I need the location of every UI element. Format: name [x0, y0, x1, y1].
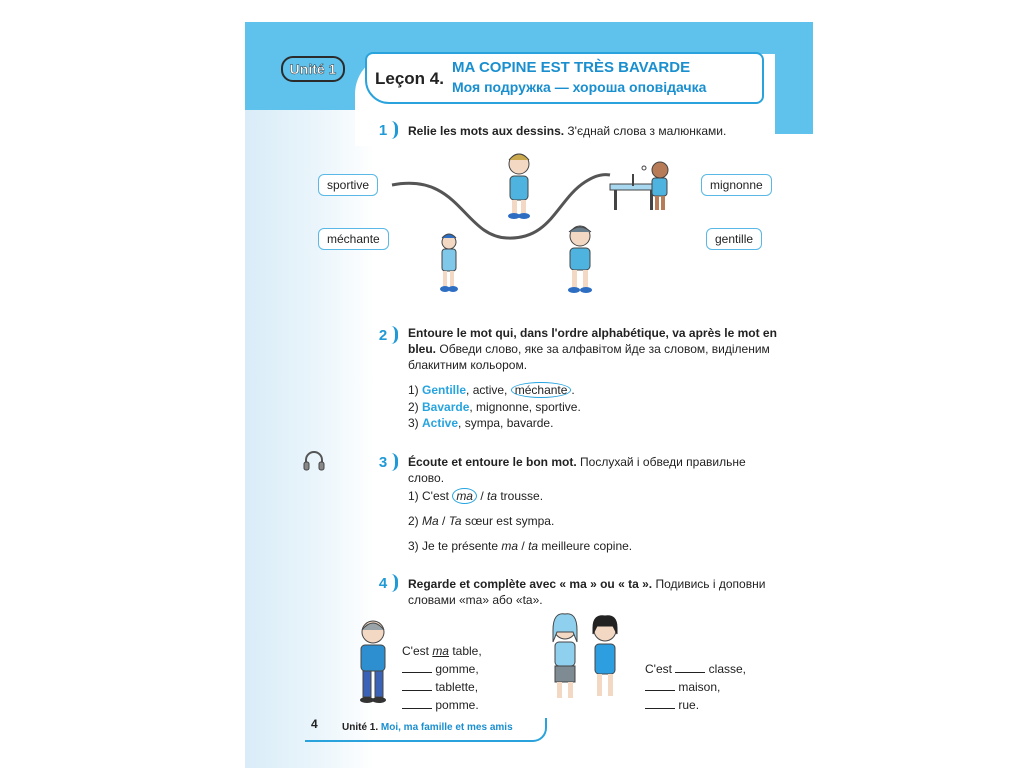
item-number: 2)	[408, 400, 419, 414]
footer-unit-name: Moi, ma famille et mes amis	[380, 722, 513, 733]
line-text: pomme.	[435, 698, 479, 712]
word-box-mignonne[interactable]: mignonne	[701, 174, 772, 196]
lesson-title: MA COPINE EST TRÈS BAVARDE	[452, 59, 691, 76]
line-text: gomme,	[435, 662, 479, 676]
item-blue-word: Active	[422, 416, 459, 430]
footer-unit-title	[342, 722, 513, 733]
exercise-3-instruction	[408, 454, 781, 486]
unit-badge: Unité 1	[281, 56, 345, 82]
line-pre: C'est	[645, 662, 672, 676]
exercise-2-item-2	[408, 400, 581, 414]
word-box-mechante[interactable]: méchante	[318, 228, 389, 250]
line-post: classe,	[708, 662, 747, 676]
line-text: maison,	[678, 680, 721, 694]
two-girls-illustration	[543, 612, 633, 708]
exercise-4-right-line-2	[645, 680, 720, 694]
exercise-3-item-1	[408, 489, 543, 503]
exercise-4-number: 4	[372, 573, 394, 595]
exercise-4-left-line-4	[402, 698, 479, 712]
item-rest: , active,	[466, 383, 511, 397]
exercise-2-number: 2	[372, 325, 394, 347]
item-post: meilleure copine.	[538, 539, 633, 553]
exercise-4-instruction	[408, 576, 781, 608]
item-sep: /	[476, 489, 487, 503]
exercise-4-left-line-2	[402, 662, 479, 676]
girl-gentille-illustration	[495, 150, 545, 222]
answer-blank[interactable]	[402, 680, 432, 691]
exercise-3-number: 3	[372, 452, 394, 474]
answer-blank[interactable]	[645, 698, 675, 709]
exercise-2-instruction-ua: Обведи слово, яке за алфавітом йде за словом, виділеним блакитним кольором.	[408, 342, 770, 372]
exercise-4-right-line-3	[645, 698, 699, 712]
exercise-3-instruction-ua: Послухай і обведи правильне слово.	[408, 455, 746, 485]
item-blue-word: Gentille	[422, 383, 467, 397]
line-text: tablette,	[435, 680, 479, 694]
exercise-3-item-2	[408, 514, 554, 528]
item-rest[interactable]: , mignonne, sportive.	[469, 400, 581, 414]
headphones-icon[interactable]	[303, 450, 325, 472]
girl-mignonne-illustration	[560, 220, 600, 298]
item-number: 1)	[408, 383, 419, 397]
answer-blank[interactable]	[402, 662, 432, 673]
line-post: table,	[452, 644, 482, 658]
exercise-4-instruction-fr: Regarde et complète avec « ma » ou « ta ».	[408, 577, 653, 591]
option-a[interactable]: ma	[452, 488, 477, 504]
item-pre: 1) C'est	[408, 489, 453, 503]
exercise-2-item-1	[408, 383, 575, 397]
girl-sportive-pingpong-illustration	[610, 154, 672, 226]
exercise-3-item-3	[408, 539, 632, 553]
line-pre: C'est	[402, 644, 429, 658]
item-number: 3)	[408, 416, 419, 430]
answer-ma[interactable]: ma	[432, 644, 449, 658]
exercise-4-instruction-ua: Подивись і доповни словами «ma» або «ta».	[408, 577, 766, 607]
exercise-4-right-line-1	[645, 662, 746, 676]
item-post: sœur est sympa.	[461, 514, 555, 528]
line-text: rue.	[678, 698, 700, 712]
exercise-2-instruction	[408, 325, 781, 373]
footer-unit-label: Unité 1.	[342, 722, 379, 733]
item-post: trousse.	[497, 489, 544, 503]
word-box-gentille[interactable]: gentille	[706, 228, 762, 250]
option-a[interactable]: ma	[501, 539, 519, 553]
option-b[interactable]: Ta	[448, 514, 462, 528]
answer-blank[interactable]	[402, 698, 432, 709]
girl-mechante-illustration	[435, 232, 465, 298]
item-sep: /	[438, 514, 449, 528]
exercise-1-number: 1	[372, 120, 394, 142]
option-b[interactable]: ta	[528, 539, 539, 553]
lesson-subtitle: Моя подружка — хороша оповідачка	[452, 79, 707, 95]
answer-blank[interactable]	[675, 662, 705, 673]
exercise-2-instruction-fr: Entoure le mot qui, dans l'ordre alphabétique, va après le mot en bleu.	[408, 326, 777, 356]
item-blue-word: Bavarde	[422, 400, 470, 414]
page-number: 4	[311, 717, 318, 731]
exercise-1-instruction-ua: З'єднай слова з малюнками.	[567, 124, 727, 138]
item-rest: .	[571, 383, 575, 397]
textbook-page	[245, 22, 813, 768]
answer-blank[interactable]	[645, 680, 675, 691]
exercise-4-left-line-3	[402, 680, 478, 694]
item-pre: 3) Je te présente	[408, 539, 502, 553]
exercise-1-instruction-fr: Relie les mots aux dessins.	[408, 124, 565, 138]
item-sep: /	[518, 539, 529, 553]
word-box-sportive[interactable]: sportive	[318, 174, 378, 196]
exercise-2-item-3	[408, 416, 553, 430]
lesson-label: Leçon 4.	[375, 69, 444, 88]
boy-illustration	[351, 616, 395, 708]
item-rest[interactable]: , sympa, bavarde.	[458, 416, 554, 430]
item-pre: 2)	[408, 514, 423, 528]
option-b[interactable]: ta	[487, 489, 498, 503]
option-a[interactable]: Ma	[422, 514, 439, 528]
exercise-3-instruction-fr: Écoute et entoure le bon mot.	[408, 455, 577, 469]
circled-word[interactable]: méchante	[511, 382, 572, 398]
exercise-4-left-line-1	[402, 644, 482, 658]
